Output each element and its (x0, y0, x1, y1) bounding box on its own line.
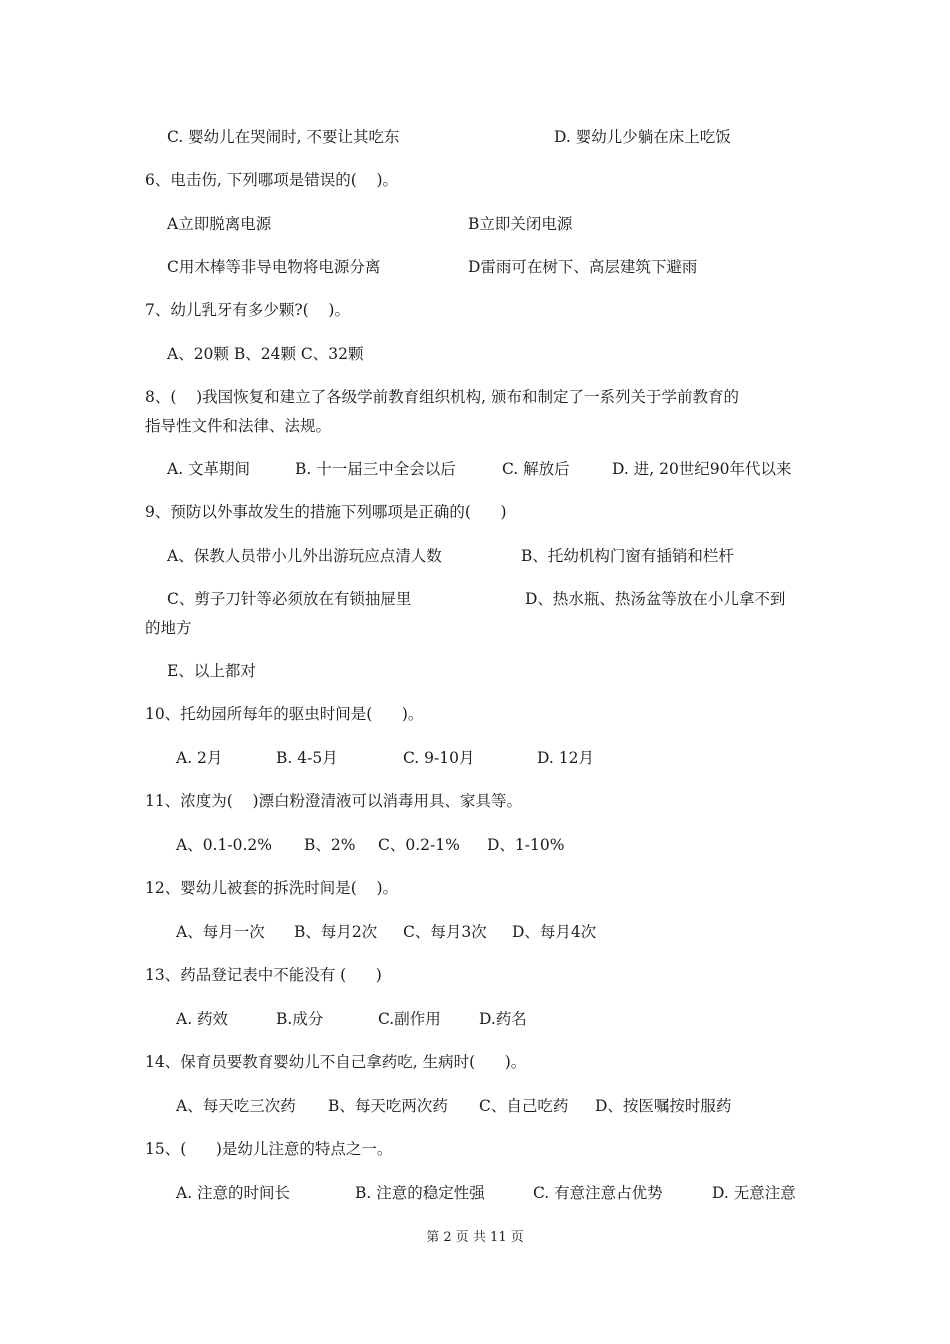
q9-option-d-line1: D、热水瓶、热汤盆等放在小儿拿不到 (525, 590, 786, 608)
q10-option-a: A. 2月 (176, 749, 223, 767)
q6-option-d: D雷雨可在树下、高层建筑下避雨 (468, 258, 698, 276)
q13-option-b: B.成分 (276, 1010, 324, 1028)
q7-stem: 7、幼儿乳牙有多少颗?( )。 (145, 301, 350, 319)
q14-option-b: B、每天吃两次药 (328, 1097, 448, 1115)
q11-option-c: C、0.2-1% (378, 836, 460, 854)
q13-option-d: D.药名 (479, 1010, 527, 1028)
q7-options: A、20颗 B、24颗 C、32颗 (167, 345, 364, 363)
q14-option-c: C、自己吃药 (479, 1097, 569, 1115)
q11-option-d: D、1-10% (487, 836, 565, 854)
q10-option-b: B. 4-5月 (276, 749, 338, 767)
q5-option-d: D. 婴幼儿少躺在床上吃饭 (554, 128, 731, 146)
q15-stem: 15、( )是幼儿注意的特点之一。 (145, 1140, 393, 1158)
q15-option-b: B. 注意的稳定性强 (355, 1184, 485, 1202)
q14-option-a: A、每天吃三次药 (176, 1097, 296, 1115)
q8-option-d: D. 进, 20世纪90年代以来 (612, 460, 792, 478)
q12-stem: 12、婴幼儿被套的拆洗时间是( )。 (145, 879, 399, 897)
q5-option-c: C. 婴幼儿在哭闹时, 不要让其吃东 (167, 128, 400, 146)
q6-option-b: B立即关闭电源 (468, 215, 573, 233)
q11-option-a: A、0.1-0.2% (176, 836, 272, 854)
q6-option-c: C用木棒等非导电物将电源分离 (167, 258, 381, 276)
q14-option-d: D、按医嘱按时服药 (595, 1097, 732, 1115)
q10-stem: 10、托幼园所每年的驱虫时间是( )。 (145, 705, 424, 723)
q9-option-d-line2: 的地方 (145, 619, 192, 637)
q6-stem: 6、电击伤, 下列哪项是错误的( )。 (145, 171, 399, 189)
q11-option-b: B、2% (304, 836, 356, 854)
q12-option-b: B、每月2次 (294, 923, 378, 941)
page-number-footer: 第 2 页 共 11 页 (426, 1230, 524, 1245)
q9-stem: 9、预防以外事故发生的措施下列哪项是正确的( ) (145, 503, 507, 521)
q9-option-c: C、剪子刀针等必须放在有锁抽屉里 (167, 590, 412, 608)
q11-stem: 11、浓度为( )漂白粉澄清液可以消毒用具、家具等。 (145, 792, 523, 810)
q8-option-a: A. 文革期间 (167, 460, 251, 478)
q9-option-a: A、保教人员带小儿外出游玩应点清人数 (167, 547, 442, 565)
q15-option-a: A. 注意的时间长 (176, 1184, 291, 1202)
q13-option-c: C.副作用 (378, 1010, 441, 1028)
q10-option-c: C. 9-10月 (403, 749, 475, 767)
q6-option-a: A立即脱离电源 (167, 215, 272, 233)
q13-option-a: A. 药效 (176, 1010, 229, 1028)
q10-option-d: D. 12月 (537, 749, 594, 767)
q13-stem: 13、药品登记表中不能没有 ( ) (145, 966, 382, 984)
q12-option-a: A、每月一次 (176, 923, 265, 941)
q8-stem-line1: 8、( )我国恢复和建立了各级学前教育组织机构, 颁布和制定了一系列关于学前教育的 (145, 388, 740, 406)
q8-stem-line2: 指导性文件和法律、法规。 (145, 417, 332, 435)
q9-option-b: B、托幼机构门窗有插销和栏杆 (521, 547, 734, 565)
q12-option-d: D、每月4次 (512, 923, 597, 941)
q15-option-c: C. 有意注意占优势 (533, 1184, 663, 1202)
q15-option-d: D. 无意注意 (712, 1184, 796, 1202)
q8-option-c: C. 解放后 (502, 460, 570, 478)
q14-stem: 14、保育员要教育婴幼儿不自己拿药吃, 生病时( )。 (145, 1053, 527, 1071)
q12-option-c: C、每月3次 (403, 923, 487, 941)
q8-option-b: B. 十一届三中全会以后 (295, 460, 456, 478)
q9-option-e: E、以上都对 (167, 662, 256, 680)
